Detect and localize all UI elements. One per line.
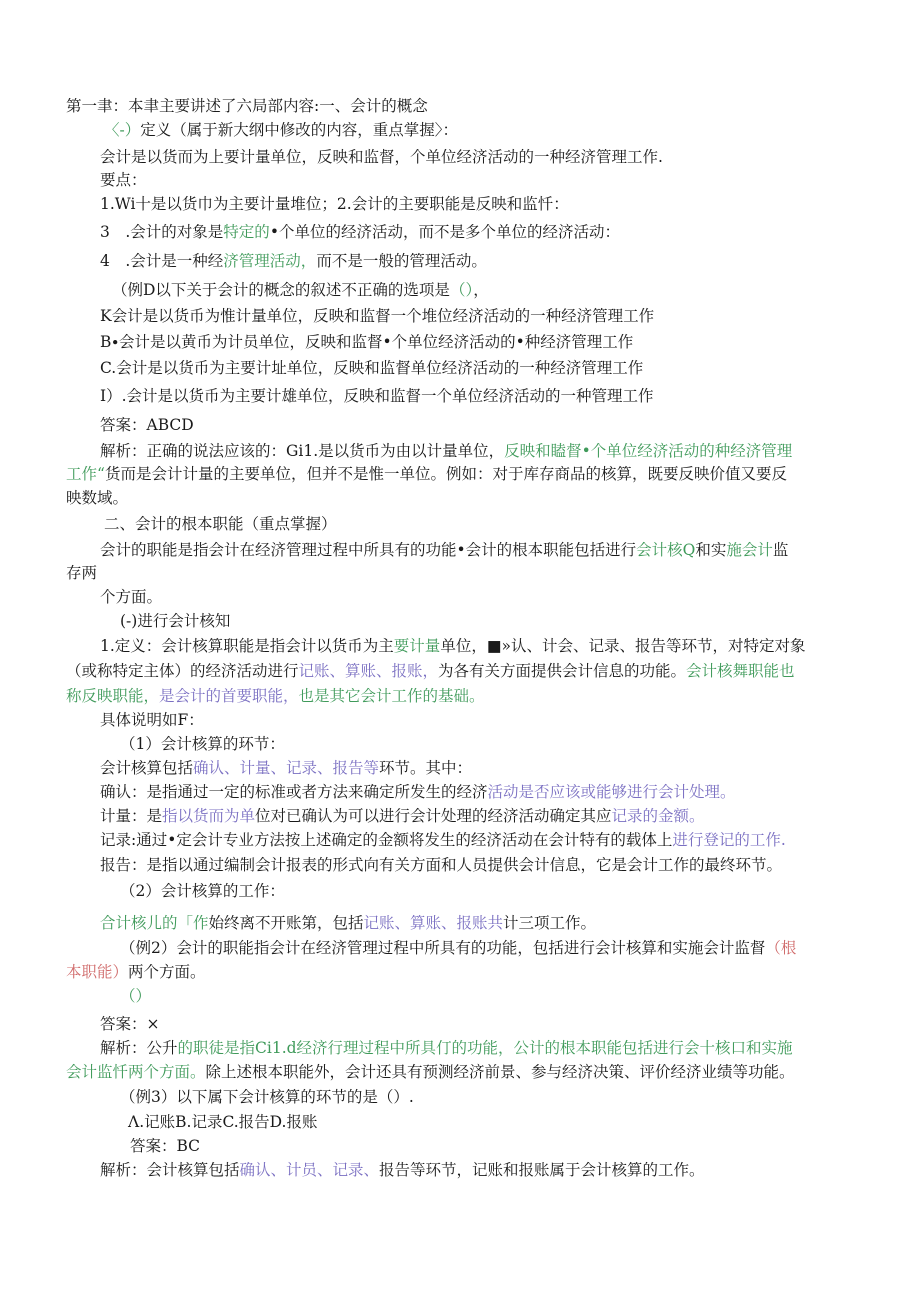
option-a: K会计是以货币为惟计量单位，反映和监督一个堆位经济活动的一种经济管理工作 <box>100 307 655 325</box>
highlight-run: 特定的 <box>223 223 270 241</box>
list-marker: 〈-） <box>104 121 141 139</box>
paragraph <box>100 251 487 271</box>
answer: 答案：ABCD <box>100 416 194 434</box>
text-run: 确认：是指通过一定的标准或者方法来确定所发生的经济 <box>100 783 488 801</box>
highlight-run: 记账、算账、报账， <box>298 662 439 680</box>
highlight-run: 记录的金额。 <box>611 807 705 825</box>
answer-blank: （） <box>120 987 152 1005</box>
highlight-run: 本职能） <box>66 963 129 981</box>
option-d: I）.会计是以货币为主要计雄单位，反映和监督一个单位经济活动的一种管理工作 <box>100 387 654 405</box>
subheading: （1）会计核算的环节： <box>120 735 285 753</box>
paragraph <box>100 830 786 850</box>
text-run: 两个方面。 <box>128 963 206 981</box>
text-run: 单位，■»认、计会、记录、 <box>440 637 635 655</box>
highlight-run: 确认、计量、记录、报告等 <box>193 759 380 777</box>
paragraph <box>100 540 788 560</box>
highlight-run: 进行登记的工作. <box>672 831 786 849</box>
paragraph: 会计是以货而为上要计量单位，反映和监督，个单位经济活动的一种经济管理工作. <box>100 148 663 166</box>
text-run: 计三项工作。 <box>503 914 597 932</box>
paragraph: 具体说明如F： <box>100 711 204 729</box>
highlight-run: 也是其它会计工作的基础。 <box>298 687 485 705</box>
paragraph <box>100 913 596 933</box>
explanation <box>66 1062 795 1082</box>
option-b: B∙会计是以黄币为计员单位，反映和监督•个单位经济活动的•种经济管理工作 <box>100 333 634 351</box>
text-run: 解析：公升 <box>100 1039 178 1057</box>
highlight-run: 施会计 <box>726 541 773 559</box>
highlight-run: （） <box>449 281 474 299</box>
example-question <box>66 962 206 982</box>
text-run: 位对已确认为可以进行会计处理的经济活动确定其应 <box>255 807 612 825</box>
text-run: •个单位的经济活动，而不是多个单位的经济活动： <box>269 223 620 241</box>
subsection-heading: (-)进行会计核知 <box>120 612 231 630</box>
text-run: 而不是一般的管理活动。 <box>316 252 487 270</box>
explanation: 映数域。 <box>66 489 129 507</box>
text-run: 和实 <box>695 541 727 559</box>
highlight-run: 会计核Q <box>636 541 696 559</box>
text-run: 解析：会计核算包括 <box>100 1161 240 1179</box>
explanation <box>100 441 792 461</box>
text-run: （例2）会计的职能指会计在经济管理过程中所具有的功能，包括进行会计核算和实施会计监督 <box>120 939 766 957</box>
option-c: C.会计是以货币为主要计址单位，反映和监督单位经济活动的一种经济管理工作 <box>100 359 644 377</box>
text-run: ， <box>473 281 489 299</box>
text-run: 计量：是 <box>100 807 163 825</box>
chapter-heading: 第一聿：本聿主要讲述了六局部内容:一、会计的概念 <box>66 97 428 115</box>
highlight-run: 工作“ <box>66 465 105 483</box>
text-run: 货而是会计计量的主要单位，但并不是惟一单位。例如：对于库存商品的核算，既要反映价值又要反 <box>104 465 787 483</box>
text-run: 4 .会计是一种经 <box>100 252 224 270</box>
text-run: （例D以下关于会计的概念的叙述不正确的选项是 <box>112 281 450 299</box>
explanation <box>100 1038 793 1058</box>
highlight-run: 会计核舞职能也 <box>686 662 795 680</box>
example-question <box>120 938 796 958</box>
text-run: 始终离不开账第，包括 <box>208 914 364 932</box>
example-question: （例3）以下属下会计核算的环节的是（）. <box>120 1088 414 1106</box>
text-run: （或称特定主体）的经济活动进行 <box>66 662 299 680</box>
text-run: 1.定义：会计核算职能是指会计以货币为主 <box>100 637 394 655</box>
paragraph <box>100 806 705 826</box>
text-run: 监 <box>772 541 789 559</box>
highlight-run: 指以货而为单 <box>162 807 256 825</box>
example-question <box>112 280 489 300</box>
paragraph: 1.Wi十是以货巾为主要计量堆位；2.会计的主要职能是反映和监忏： <box>100 195 569 213</box>
highlight-run: 会计监忏两个方面。 <box>66 1063 206 1081</box>
subheading: （2）会计核算的工作： <box>120 882 285 900</box>
highlight-run: 反映和瞌督•个单位经济活动的种经济管理 <box>504 442 793 460</box>
heading-text: 定义（属于新大纲中修改的内容，重点掌握〉： <box>140 121 459 139</box>
paragraph <box>100 758 472 778</box>
highlight-run: 的职徒是指Ci1.d经济行理过程中所具仃的功能，公计的根本职能包括进行会十核口和实施 <box>177 1039 793 1057</box>
explanation <box>66 464 787 484</box>
paragraph: 存两 <box>66 564 98 582</box>
paragraph <box>66 686 485 706</box>
options: Λ.记账B.记录C.报告D.报账 <box>128 1113 318 1131</box>
paragraph: 报告：是指以通过编制会计报表的形式向有关方面和人员提供会计信息，它是会计工作的最终环节。 <box>100 856 783 874</box>
highlight-run: 是会计的首要职能， <box>159 687 299 705</box>
text-run: 报告等环节，记账和报账属于会计核算的工作。 <box>379 1161 705 1179</box>
text-run: 除上述根本职能外，会计还具有预测经济前景、参与经济决策、评价经济业绩等功能。 <box>205 1063 795 1081</box>
highlight-run: 确认、计员、记录、 <box>239 1161 380 1179</box>
text-run: 3 .会计的对象是 <box>100 223 224 241</box>
highlight-run: 活动是否应该或能够进行会计处理。 <box>487 783 736 801</box>
paragraph <box>100 782 736 802</box>
highlight-run: 称反映职能， <box>66 687 160 705</box>
paragraph <box>100 636 805 656</box>
text-run: 解析：正确的说法应该的：Gi1.是以货币为由以计量单位， <box>100 442 505 460</box>
text-run: 会计的职能是指会计在经济管理过程中所具有的功能•会计的根本职能包括进行 <box>100 541 637 559</box>
paragraph: 个方面。 <box>100 588 163 606</box>
text-run: 报告等环节，对特定对象 <box>634 637 806 655</box>
section-heading: 二、会计的根本职能（重点掌握） <box>104 515 337 533</box>
explanation <box>100 1160 705 1180</box>
text-run: 记录:通过•定会计专业方法按上述确定的金额将发生的经济活动在会计特有的载体上 <box>100 831 673 849</box>
answer: 答案：× <box>100 1015 160 1033</box>
text-run: 会计核算包括 <box>100 759 194 777</box>
answer: 答案：BC <box>130 1137 201 1155</box>
highlight-run: 合计核儿的「作 <box>100 914 209 932</box>
paragraph <box>100 222 620 242</box>
paragraph <box>66 661 795 681</box>
highlight-run: 济管理活动， <box>223 252 317 270</box>
section-definition-heading <box>104 120 458 140</box>
paragraph: 要点： <box>100 171 147 189</box>
text-run: 为各有关方面提供会计信息的功能。 <box>438 662 687 680</box>
highlight-run: 记账、算账、报账共 <box>363 914 504 932</box>
highlight-run: 要计量 <box>393 637 441 655</box>
text-run: 环节。其中： <box>379 759 473 777</box>
highlight-run: （根 <box>765 939 797 957</box>
